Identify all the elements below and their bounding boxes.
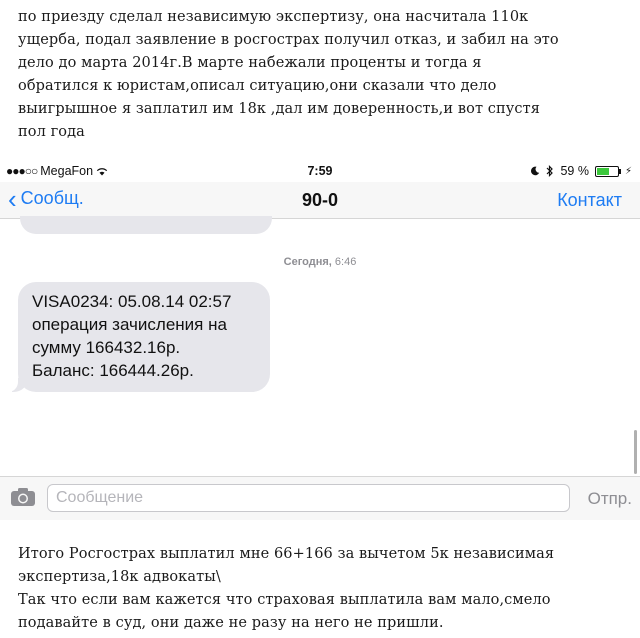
timestamp-time: 6:46 xyxy=(334,256,357,268)
incoming-message-bubble[interactable] xyxy=(18,282,270,392)
bluetooth-icon xyxy=(546,165,554,177)
message-input-bar xyxy=(0,476,640,520)
message-input[interactable]: Сообщение xyxy=(47,484,570,512)
status-right xyxy=(530,164,632,178)
caption-bottom-text: Итого Росгострах выплатил мне 66+166 за вычетом 5к независимая экспертиза,18к адвокаты\ Так что если вам кажется что страховая выплатила вам мало,смело подавайте в суд, они даже не разу на него не пришли. xyxy=(18,546,555,631)
signal-strength-icon: ●●●○○ xyxy=(6,164,38,178)
message-line: сумму 166432.16р. xyxy=(32,338,181,357)
conversation-title: 90-0 xyxy=(301,190,339,210)
message-timestamp xyxy=(0,256,640,268)
previous-message-bubble xyxy=(20,216,272,234)
navigation-bar xyxy=(0,182,640,219)
contact-button[interactable]: Контакт xyxy=(557,190,622,210)
back-button-label: Сообщ. xyxy=(20,188,84,208)
message-line: VISA0234: 05.08.14 02:57 xyxy=(32,292,232,311)
timestamp-day: Сегодня, xyxy=(283,256,332,268)
carrier-name: MegaFon xyxy=(40,164,94,178)
status-time: 7:59 xyxy=(307,164,333,178)
message-line: Баланс: 166444.26р. xyxy=(32,361,194,380)
bubble-tail xyxy=(12,378,28,392)
send-button[interactable]: Отпр. xyxy=(587,489,632,508)
phone-screenshot xyxy=(0,160,640,520)
message-line: операция зачисления на xyxy=(32,315,227,334)
camera-icon[interactable] xyxy=(10,487,36,507)
status-bar xyxy=(0,160,640,182)
moon-icon xyxy=(530,166,540,176)
charging-icon: ⚡ xyxy=(624,165,632,177)
chevron-left-icon: ‹ xyxy=(8,183,17,214)
battery-percent: 59 % xyxy=(560,164,589,178)
battery-icon xyxy=(595,166,619,177)
scrollbar[interactable] xyxy=(634,430,637,474)
caption-top-text: по приезду сделал независимую экспертизу, она насчитала 110к ущерба, подал заявление в росгострах получил отказ, и забил на это дело до марта 2014г.В марте набежали проценты и тогда я обратился к юристам,описал ситуацию,они сказали что дело выигрышное я заплатил им 18к ,дал им доверенность,и вот спустя пол года xyxy=(18,9,559,140)
